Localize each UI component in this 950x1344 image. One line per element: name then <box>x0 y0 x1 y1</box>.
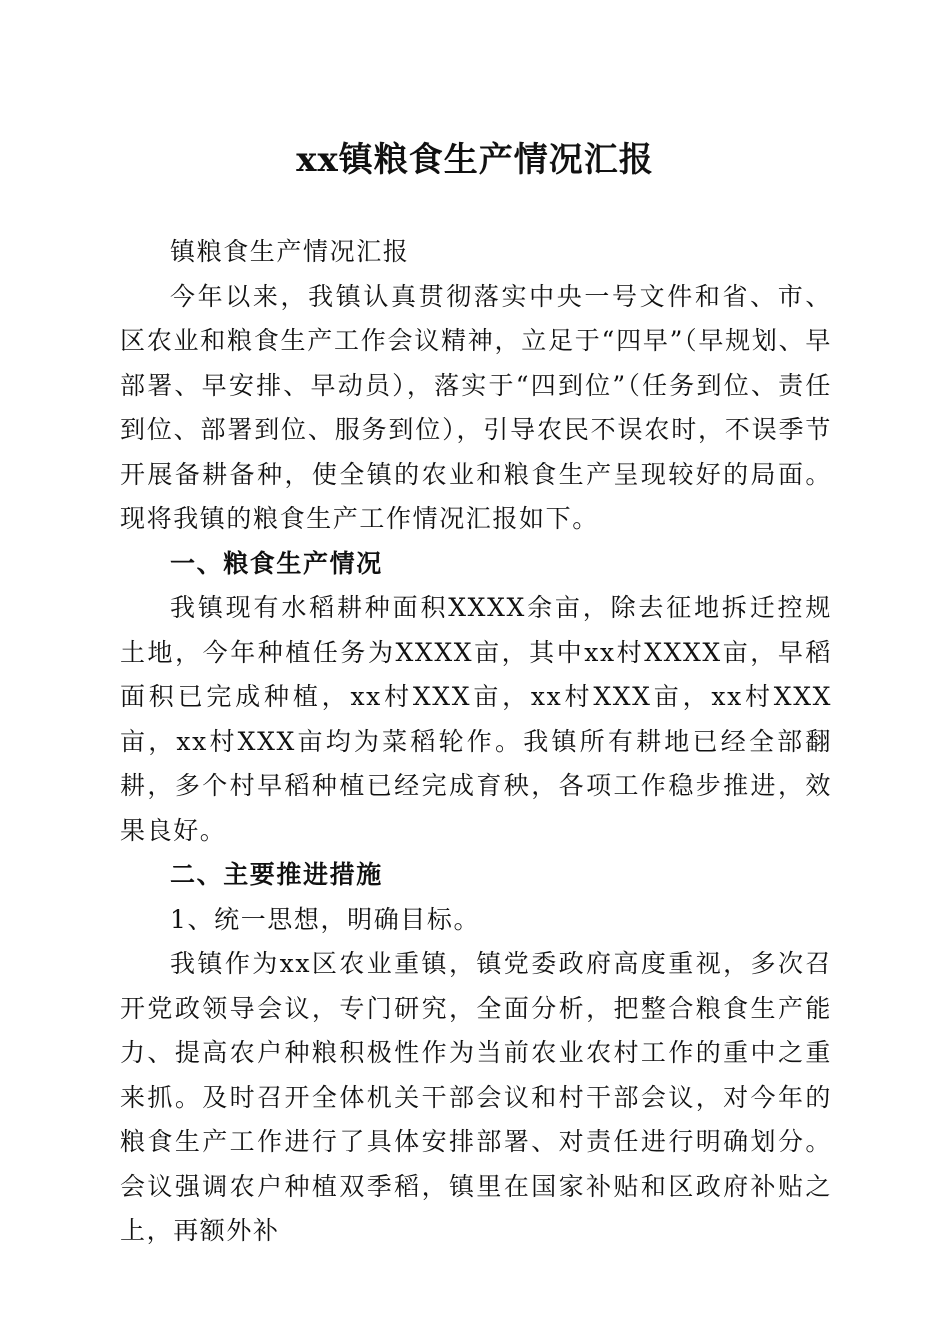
section-2-item-1-heading: 1、统一思想，明确目标。 <box>170 904 481 934</box>
section-1-heading: 一、粮食生产情况 <box>170 548 383 578</box>
document-title: xx镇粮食生产情况汇报 <box>296 140 654 180</box>
intro-paragraph: 今年以来，我镇认真贯彻落实中央一号文件和省、市、区农业和粮食生产工作会议精神，立足于“四早”（早规划、早部署、早安排、早动员），落实于“四到位”（任务到位、责任到位、部署到位、服务到位），引导农民不误农时，不误季节开展备耕备种，使全镇的农业和粮食生产呈现较好的局面。现将我镇的粮食生产工作情况汇报如下。 <box>120 281 832 533</box>
section-2-heading: 二、主要推进措施 <box>170 860 383 889</box>
section-1-paragraph: 我镇现有水稻耕种面积XXXX余亩，除去征地拆迁控规土地，今年种植任务为XXXX亩，其中xx村XXXX亩，早稻面积已完成种植，xx村XXX亩，xx村XXX亩，xx村XXX亩，xx村XXX亩均为菜稻轮作。我镇所有耕地已经全部翻耕，多个村早稻种植已经完成育秧，各项工作稳步推进，效果良好。 <box>120 593 832 845</box>
document-body <box>120 230 832 1254</box>
section-2-item-1-paragraph: 我镇作为xx区农业重镇，镇党委政府高度重视，多次召开党政领导会议，专门研究，全面分析，把整合粮食生产能力、提高农户种粮积极性作为当前农业农村工作的重中之重来抓。及时召开全体机关干部会议和村干部会议，对今年的粮食生产工作进行了具体安排部署、对责任进行明确划分。会议强调农户种植双季稻，镇里在国家补贴和区政府补贴之上，再额外补 <box>120 949 832 1245</box>
subtitle-paragraph: 镇粮食生产情况汇报 <box>170 237 410 266</box>
